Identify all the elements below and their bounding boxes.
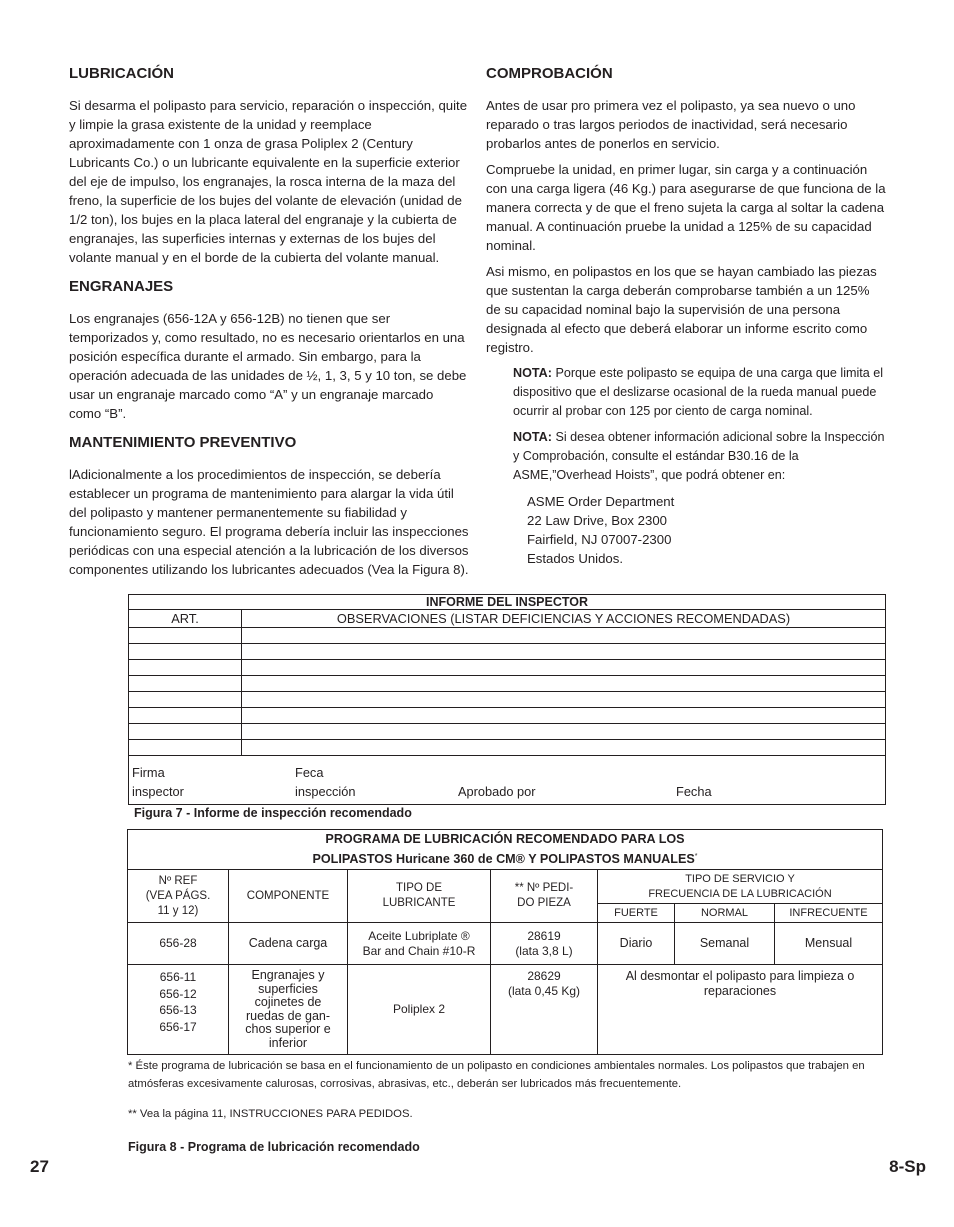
obs-cell[interactable]: [242, 676, 886, 692]
art-cell[interactable]: [129, 708, 242, 724]
obs-cell[interactable]: [242, 740, 886, 756]
obs-cell[interactable]: [242, 724, 886, 740]
fuerte-header: FUERTE: [598, 904, 675, 923]
table-row: [128, 965, 883, 1055]
comprobacion-p3: Asi mismo, en polipastos en los que se hayan cambiado las piezas que sustentan la carga deberán comprobarse también a un 125% de su capacidad nominal bajo la supervisión de una persona designada al efecto que deberá elaborar un informe escrito como registro.: [486, 264, 877, 355]
row2-ref-line: 656-13: [159, 1003, 197, 1018]
row2-componente-line: superficies: [258, 981, 318, 996]
ref-header-line: Nº REF: [158, 874, 198, 887]
address-line: Estados Unidos.: [527, 551, 624, 566]
inspector-report-title: INFORME DEL INSPECTOR: [129, 595, 886, 610]
row2-ref-line: 656-17: [159, 1019, 197, 1034]
table-row: [129, 676, 886, 692]
row2-componente: [229, 965, 348, 1055]
engranajes-text: Los engranajes (656-12A y 656-12B) no tienen que ser temporizados y, como resultado, no es necesario orientarlos en una posición específica durante el armado. Sin embargo, para la operación adecuada de las unidades de ½, 1, 3, 5 y 10 ton, se debe usar un engranaje marcado como “A” y un engranaje marcado como “B”.: [69, 311, 467, 421]
obs-cell[interactable]: [242, 628, 886, 644]
signature-row: [129, 756, 886, 805]
row2-componente-line: chos superior e: [245, 1022, 331, 1037]
lubrication-table: [127, 829, 883, 1055]
normal-header: NORMAL: [675, 904, 775, 923]
servicio-header-line: TIPO DE SERVICIO Y: [685, 872, 795, 885]
servicio-header: [598, 870, 883, 904]
comprobacion-p2: Compruebe la unidad, en primer lugar, sin carga y a continuación con una carga ligera (46 Kg.) para asegurarse de que funciona de la manera correcta y de que el freno sujeta la carga al soltar la cadena manual. A continuación pruebe la unidad a 125% de su capacidad nominal.: [486, 162, 886, 253]
inspeccion-label: inspección: [295, 784, 356, 799]
lubricacion-text: Si desarma el polipasto para servicio, reparación o inspección, quite y limpie la grasa existente de la unidad y reemplace aproximadamente con 1 onza de grasa Poliplex 2 (Century Lubricants Co.) o un lubricante equivalente en la superficie exterior del eje de impulso, los engranajes, la rosca interna de la maza del freno, la superficie de los bujes del volante de elevación (unidad de 1/2 ton), los bujes en la placa lateral del engranaje y la cubierta de engranajes, las superficies internas y externas de los bujes del volante manual y en el borde de la cubierta del volante manual.: [69, 98, 468, 265]
row2-ref-line: 656-11: [159, 970, 197, 985]
ref-header: [128, 870, 229, 923]
table-row: [129, 724, 886, 740]
tipo-header-line: TIPO DE: [395, 882, 442, 895]
table-row: [128, 923, 883, 965]
nota-1: [513, 364, 886, 421]
pedido-header-line: ** Nº PEDI-: [514, 882, 574, 895]
row2-componente-line: Engranajes y: [251, 968, 325, 983]
obs-cell[interactable]: [242, 644, 886, 660]
comprobacion-heading: COMPROBACIÓN: [486, 65, 613, 82]
nota-1-label: NOTA:: [513, 366, 552, 380]
lubricacion-heading: LUBRICACIÓN: [69, 65, 174, 82]
nota-2: [513, 428, 886, 485]
title-asterisk: *: [694, 853, 698, 860]
asme-address: [527, 492, 886, 568]
row1-tipo: [348, 923, 491, 965]
table-row: [129, 692, 886, 708]
ref-header-line: 11 y 12): [157, 904, 199, 917]
lubrication-note-2: ** Vea la página 11, INSTRUCCIONES PARA PEDIDOS.: [128, 1108, 413, 1120]
inspector-label: inspector: [132, 784, 184, 799]
row2-tipo: Poliplex 2: [348, 965, 491, 1055]
art-cell[interactable]: [129, 724, 242, 740]
address-line: 22 Law Drive, Box 2300: [527, 513, 668, 528]
lubrication-note-1: * Éste programa de lubricación se basa en el funcionamiento de un polipasto en condiciones ambientales normales. Los polipastos que trabajen en atmósferas excesivamente calurosas, corrosivas, abrasivas, etc., deberán ser lubricados más frecuentemente.: [128, 1060, 865, 1090]
art-cell[interactable]: [129, 660, 242, 676]
obs-cell[interactable]: [242, 660, 886, 676]
feca-label: Feca: [295, 765, 324, 780]
nota-1-text: Porque este polipasto se equipa de una carga que limita el dispositivo que el deslizarse ocasional de la rueda manual puede ocurrir al probar con 125 por ciento de carga nominal.: [513, 366, 884, 418]
servicio-header-line: FRECUENCIA DE LA LUBRICACIÓN: [648, 887, 832, 900]
infrecuente-header: INFRECUENTE: [775, 904, 883, 923]
row1-pedido-line: 28619: [527, 928, 561, 943]
firma-label: Firma: [132, 765, 165, 780]
comprobacion-p1: Antes de usar pro primera vez el polipasto, ya sea nuevo o uno reparado o tras largos periodos de inactividad, será necesario probarlos antes de ponerlos en servicio.: [486, 98, 856, 151]
table-row: [129, 708, 886, 724]
row1-fuerte: Diario: [598, 923, 675, 965]
row2-componente-line: ruedas de gan-: [245, 1008, 331, 1023]
lubrication-title-line2-wrap: [128, 848, 882, 868]
lubrication-title: [128, 830, 883, 870]
tipo-header-line: LUBRICANTE: [382, 897, 456, 910]
table-row: [129, 644, 886, 660]
table-row: [129, 628, 886, 644]
row1-tipo-line: Aceite Lubriplate ®: [368, 928, 470, 943]
lubrication-title-line1: PROGRAMA DE LUBRICACIÓN RECOMENDADO PARA LOS: [325, 832, 685, 846]
page-number-right: 8-Sp: [889, 1157, 926, 1176]
row2-ref: [128, 965, 229, 1055]
art-cell[interactable]: [129, 628, 242, 644]
mantenimiento-text: lAdicionalmente a los procedimientos de inspección, se debería establecer un programa de mantenimiento para alargar la vida útil del polipasto y mantener permanentemente su fiabilidad y funcionamiento seguro. El programa debería incluir las inspecciones periódicas con una especial atención a la lubricación de los diversos componentes utilizando los lubricantes adecuados (Vea la Figura 8).: [69, 467, 469, 577]
table-row: [129, 740, 886, 756]
figure-7-caption: Figura 7 - Informe de inspección recomendado: [134, 806, 412, 820]
tipo-header: [348, 870, 491, 923]
table-row: [129, 660, 886, 676]
address-line: Fairfield, NJ 07007-2300: [527, 532, 672, 547]
obs-cell[interactable]: [242, 708, 886, 724]
pedido-header-line: DO PIEZA: [517, 897, 571, 910]
row1-tipo-line: Bar and Chain #10-R: [362, 943, 476, 958]
mantenimiento-heading: MANTENIMIENTO PREVENTIVO: [69, 434, 297, 451]
figure-8-caption: Figura 8 - Programa de lubricación recomendado: [128, 1140, 420, 1154]
col-art-header: ART.: [129, 610, 242, 628]
right-column: [486, 64, 886, 568]
row2-ref-line: 656-12: [159, 986, 197, 1001]
art-cell[interactable]: [129, 740, 242, 756]
ref-header-line: (VEA PÁGS.: [145, 889, 211, 902]
row1-componente: Cadena carga: [229, 923, 348, 965]
row2-componente-line: cojinetes de: [254, 995, 322, 1010]
inspector-report-table: [128, 594, 886, 805]
col-obs-header: OBSERVACIONES (LISTAR DEFICIENCIAS Y ACCIONES RECOMENDADAS): [242, 610, 886, 628]
page-number-left: 27: [30, 1157, 49, 1176]
address-line: ASME Order Department: [527, 494, 675, 509]
row2-pedido-line: (lata 0,45 Kg): [507, 984, 581, 999]
lubrication-title-line2: POLIPASTOS Huricane 360 de CM® Y POLIPASTOS MANUALES: [312, 852, 695, 867]
art-cell[interactable]: [129, 692, 242, 708]
obs-cell[interactable]: [242, 692, 886, 708]
componente-header: COMPONENTE: [229, 870, 348, 923]
fecha-label: Fecha: [676, 784, 712, 799]
row2-componente-line: inferior: [268, 1035, 308, 1050]
row2-servicio: Al desmontar el polipasto para limpieza o reparaciones: [598, 965, 883, 1055]
aprobado-label: Aprobado por: [458, 784, 536, 799]
row1-infrecuente: Mensual: [775, 923, 883, 965]
row1-ref: 656-28: [128, 923, 229, 965]
engranajes-heading: ENGRANAJES: [69, 278, 174, 295]
art-cell[interactable]: [129, 644, 242, 660]
nota-2-text: Si desea obtener información adicional sobre la Inspección y Comprobación, consulte el estándar B30.16 de la ASME,”Overhead Hoists”, que podrá obtener en:: [513, 430, 885, 482]
row2-pedido: [491, 965, 598, 1055]
row1-pedido-line: (lata 3,8 L): [515, 943, 573, 958]
art-cell[interactable]: [129, 676, 242, 692]
left-column: [69, 64, 469, 586]
row2-pedido-line: 28629: [527, 969, 561, 984]
pedido-header: [491, 870, 598, 923]
row1-normal: Semanal: [675, 923, 775, 965]
row1-pedido: [491, 923, 598, 965]
nota-2-label: NOTA:: [513, 430, 552, 444]
